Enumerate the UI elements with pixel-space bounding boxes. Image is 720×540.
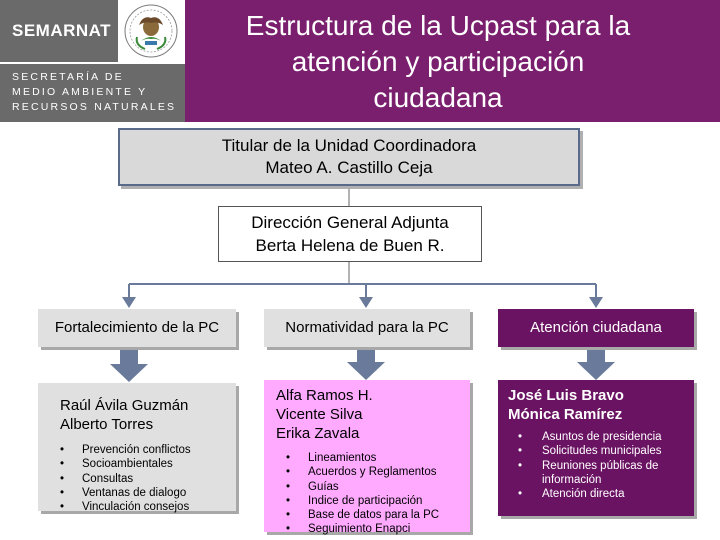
adjunta-name: Berta Helena de Buen R. [255, 236, 445, 255]
person-name: Raúl Ávila Guzmán [60, 397, 189, 414]
adjunta-box [218, 206, 482, 262]
list-item: • Consultas [60, 472, 236, 486]
people-list [508, 386, 694, 424]
list-item: • Asuntos de presidencia [518, 430, 684, 444]
people-list [60, 396, 236, 434]
page-title-line: Estructura de la Ucpast para la [245, 10, 631, 41]
person-name: Vicente Silva [276, 406, 363, 423]
arrow-down-icon [589, 284, 603, 308]
task-list [276, 451, 470, 537]
area-header-fortalecimiento: Fortalecimiento de la PC [38, 309, 236, 347]
list-item: • Vinculación consejos [60, 500, 236, 514]
ministry-name-line: RECURSOS NATURALES [12, 101, 177, 113]
list-item: • Base de datos para la PC [286, 508, 470, 522]
list-item: • Socioambientales [60, 457, 236, 471]
ministry-name-line: MEDIO AMBIENTE Y [12, 86, 148, 98]
adjunta-role: Dirección General Adjunta [251, 213, 449, 232]
list-item: • Acuerdos y Reglamentos [286, 465, 470, 479]
task-list [60, 443, 236, 514]
titular-box [118, 128, 580, 186]
area-card-atencion [498, 380, 694, 516]
person-name: Mónica Ramírez [508, 406, 623, 423]
titular-role: Titular de la Unidad Coordinadora [221, 136, 477, 155]
arrow-down-icon [347, 348, 385, 380]
person-name: Erika Zavala [276, 425, 360, 442]
list-item: • Seguimiento Enapci [286, 522, 470, 536]
task-list [508, 430, 694, 501]
list-item: • Ventanas de dialogo [60, 486, 236, 500]
area-header-normatividad: Normatividad para la PC [264, 309, 470, 347]
list-item: • Lineamientos [286, 451, 470, 465]
person-name: Alfa Ramos H. [276, 387, 373, 404]
person-name: Alberto Torres [60, 416, 154, 433]
people-list [276, 386, 470, 443]
page-title-line: ciudadana [373, 82, 503, 113]
page-title-line: atención y participación [291, 46, 585, 77]
area-card-fortalecimiento [38, 383, 236, 514]
area-card-normatividad [264, 380, 470, 536]
arrow-down-icon [577, 348, 615, 380]
list-item: • Reuniones públicas de información [518, 459, 684, 488]
area-header-atencion: Atención ciudadana [498, 309, 694, 347]
list-item: • Indice de participación [286, 494, 470, 508]
arrow-down-icon [359, 284, 373, 308]
person-name: José Luis Bravo [508, 387, 624, 404]
ministry-name-line: SECRETARÍA DE [12, 71, 124, 83]
arrow-down-icon [110, 348, 148, 382]
list-item: • Guías [286, 480, 470, 494]
list-item: • Solicitudes municipales [518, 444, 684, 458]
list-item: • Prevención conflictos [60, 443, 236, 457]
list-item: • Atención directa [518, 487, 684, 501]
arrow-down-icon [122, 284, 136, 308]
brand-logo-text: SEMARNAT [0, 0, 118, 62]
titular-name: Mateo A. Castillo Ceja [265, 158, 433, 177]
